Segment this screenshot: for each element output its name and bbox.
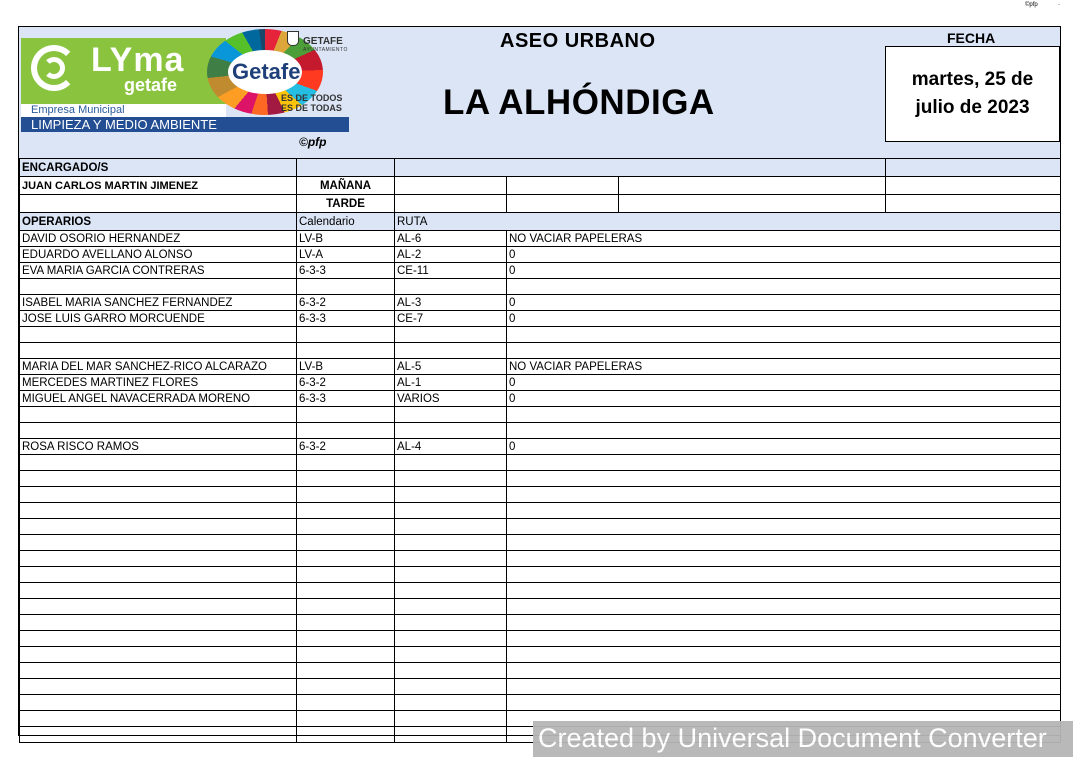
limpieza-label: LIMPIEZA Y MEDIO AMBIENTE: [31, 117, 217, 132]
operario-observaciones: [507, 407, 1061, 423]
operario-ruta: [395, 327, 507, 343]
ayuntamiento-name: GETAFE: [303, 36, 343, 47]
operario-observaciones: NO VACIAR PAPELERAS: [507, 359, 1061, 375]
cell: [507, 177, 619, 195]
operario-name: [20, 455, 297, 471]
operario-row: [20, 535, 1061, 551]
operario-name: [20, 711, 297, 727]
operario-observaciones: [507, 535, 1061, 551]
operario-calendario: [297, 407, 395, 423]
encargado-heading: ENCARGADO/S: [20, 159, 297, 177]
operario-observaciones: [507, 551, 1061, 567]
operario-calendario: [297, 599, 395, 615]
operario-observaciones: [507, 631, 1061, 647]
service-title: ASEO URBANO: [500, 30, 656, 52]
operario-observaciones: 0: [507, 391, 1061, 407]
operario-calendario: [297, 647, 395, 663]
encargado-row-tarde: [20, 195, 1061, 213]
fecha-value: martes, 25 de julio de 2023: [885, 46, 1060, 142]
operario-row: [20, 327, 1061, 343]
operarios-heading: OPERARIOS: [20, 213, 297, 231]
operario-ruta: [395, 631, 507, 647]
operario-row: [20, 567, 1061, 583]
operario-observaciones: [507, 503, 1061, 519]
operario-ruta: [395, 343, 507, 359]
ayuntamiento-sub: AYUNTAMIENTO: [303, 47, 348, 53]
cell: [297, 159, 395, 177]
sdg-logo-text: Getafe: [232, 59, 301, 84]
operario-name: [20, 695, 297, 711]
operario-row: [20, 263, 1061, 279]
operario-row: [20, 391, 1061, 407]
fecha-label: FECHA: [947, 30, 996, 46]
operario-calendario: [297, 551, 395, 567]
operario-observaciones: [507, 599, 1061, 615]
operario-name: [20, 663, 297, 679]
cell: [886, 177, 1061, 195]
operario-row: [20, 599, 1061, 615]
operario-observaciones: NO VACIAR PAPELERAS: [507, 231, 1061, 247]
operario-calendario: LV-B: [297, 231, 395, 247]
operario-row: [20, 423, 1061, 439]
operario-ruta: [395, 471, 507, 487]
operario-calendario: [297, 471, 395, 487]
operario-row: [20, 663, 1061, 679]
operario-calendario: 6-3-3: [297, 263, 395, 279]
operario-ruta: [395, 695, 507, 711]
operarios-header-row: [20, 213, 1061, 231]
operario-observaciones: [507, 695, 1061, 711]
operario-row: [20, 647, 1061, 663]
shift-tarde: TARDE: [297, 195, 395, 213]
operario-name: ISABEL MARIA SANCHEZ FERNANDEZ: [20, 295, 297, 311]
operario-ruta: [395, 711, 507, 727]
operario-observaciones: [507, 519, 1061, 535]
operario-observaciones: [507, 423, 1061, 439]
operario-row: [20, 679, 1061, 695]
operario-observaciones: [507, 279, 1061, 295]
operario-name: [20, 599, 297, 615]
logo-brand-sub: getafe: [124, 75, 178, 95]
operario-observaciones: [507, 327, 1061, 343]
encargado-header-row: [20, 159, 1061, 177]
operario-row: [20, 471, 1061, 487]
operario-ruta: [395, 727, 507, 743]
operario-row: [20, 295, 1061, 311]
operario-ruta: [395, 279, 507, 295]
operario-calendario: 6-3-3: [297, 311, 395, 327]
operario-calendario: LV-A: [297, 247, 395, 263]
operario-name: [20, 567, 297, 583]
slogan-line-1: ES DE TODOS: [281, 93, 343, 103]
operario-calendario: [297, 343, 395, 359]
operario-calendario: [297, 503, 395, 519]
operario-name: [20, 343, 297, 359]
operario-observaciones: [507, 471, 1061, 487]
operario-observaciones: [507, 647, 1061, 663]
operario-calendario: 6-3-3: [297, 391, 395, 407]
operario-observaciones: 0: [507, 311, 1061, 327]
operario-ruta: [395, 503, 507, 519]
operario-calendario: [297, 631, 395, 647]
operario-name: [20, 487, 297, 503]
cell: [20, 195, 297, 213]
operario-name: JOSE LUIS GARRO MORCUENDE: [20, 311, 297, 327]
operario-name: EDUARDO AVELLANO ALONSO: [20, 247, 297, 263]
cell: [507, 195, 619, 213]
operario-name: [20, 551, 297, 567]
operario-name: [20, 647, 297, 663]
operario-calendario: [297, 423, 395, 439]
operario-row: [20, 583, 1061, 599]
shift-manana: MAÑANA: [297, 177, 395, 195]
operario-calendario: LV-B: [297, 359, 395, 375]
operario-ruta: [395, 551, 507, 567]
operario-observaciones: [507, 615, 1061, 631]
operario-calendario: [297, 519, 395, 535]
operario-ruta: [395, 647, 507, 663]
cell: [395, 177, 507, 195]
operario-ruta: [395, 679, 507, 695]
operario-calendario: [297, 567, 395, 583]
operario-ruta: [395, 599, 507, 615]
operario-row: [20, 519, 1061, 535]
operario-name: [20, 503, 297, 519]
operario-observaciones: 0: [507, 439, 1061, 455]
operario-calendario: [297, 583, 395, 599]
operario-row: [20, 615, 1061, 631]
operario-name: [20, 615, 297, 631]
operario-ruta: AL-6: [395, 231, 507, 247]
operario-ruta: [395, 567, 507, 583]
operario-ruta: [395, 519, 507, 535]
operario-row: [20, 407, 1061, 423]
operario-ruta: AL-3: [395, 295, 507, 311]
operario-name: [20, 727, 297, 743]
operario-row: [20, 631, 1061, 647]
operario-row: [20, 375, 1061, 391]
operario-calendario: [297, 279, 395, 295]
cell: [619, 177, 886, 195]
operario-name: [20, 407, 297, 423]
operario-row: [20, 439, 1061, 455]
cell: [886, 159, 1061, 177]
operario-ruta: [395, 407, 507, 423]
operario-calendario: 6-3-2: [297, 375, 395, 391]
operario-calendario: [297, 695, 395, 711]
encargado-name: JUAN CARLOS MARTIN JIMENEZ: [20, 177, 297, 195]
operario-calendario: 6-3-2: [297, 439, 395, 455]
operario-row: [20, 551, 1061, 567]
operario-observaciones: [507, 487, 1061, 503]
encargado-row-manana: [20, 177, 1061, 195]
operario-name: MARIA DEL MAR SANCHEZ-RICO ALCARAZO: [20, 359, 297, 375]
cell: [395, 159, 886, 177]
shield-icon: [287, 31, 299, 46]
top-credit: ©pfp: [1025, 2, 1038, 8]
operario-name: [20, 679, 297, 695]
operario-ruta: [395, 583, 507, 599]
operario-row: [20, 279, 1061, 295]
roster-table: [19, 158, 1061, 743]
cell: [395, 195, 507, 213]
operario-name: ROSA RISCO RAMOS: [20, 439, 297, 455]
operario-calendario: [297, 615, 395, 631]
logo-copyright: ©pfp: [299, 135, 327, 149]
operario-row: [20, 503, 1061, 519]
operario-ruta: [395, 455, 507, 471]
operario-name: [20, 327, 297, 343]
operario-ruta: AL-2: [395, 247, 507, 263]
operario-observaciones: [507, 679, 1061, 695]
operario-name: [20, 631, 297, 647]
empresa-label: Empresa Municipal: [31, 104, 125, 116]
operario-ruta: [395, 615, 507, 631]
operario-ruta: CE-7: [395, 311, 507, 327]
operario-name: [20, 471, 297, 487]
operario-row: [20, 247, 1061, 263]
operario-row: [20, 455, 1061, 471]
operario-calendario: [297, 487, 395, 503]
operario-observaciones: 0: [507, 263, 1061, 279]
operario-name: [20, 519, 297, 535]
operario-observaciones: 0: [507, 375, 1061, 391]
operario-calendario: [297, 727, 395, 743]
slogan-line-2: ES DE TODAS: [281, 103, 342, 113]
operario-row: [20, 311, 1061, 327]
operario-calendario: [297, 679, 395, 695]
zone-title: LA ALHÓNDIGA: [443, 83, 715, 122]
operario-name: EVA MARIA GARCIA CONTRERAS: [20, 263, 297, 279]
operario-row: [20, 695, 1061, 711]
document-sheet: [18, 26, 1061, 753]
operario-calendario: [297, 663, 395, 679]
operario-name: MIGUEL ANGEL NAVACERRADA MORENO: [20, 391, 297, 407]
operario-row: [20, 487, 1061, 503]
operario-ruta: [395, 487, 507, 503]
operario-ruta: AL-4: [395, 439, 507, 455]
operario-ruta: [395, 535, 507, 551]
cell: [886, 195, 1061, 213]
col-ruta: RUTA: [395, 213, 1061, 231]
operario-calendario: [297, 535, 395, 551]
operario-ruta: [395, 663, 507, 679]
operario-calendario: [297, 711, 395, 727]
cell: [619, 195, 886, 213]
watermark-text: Created by Universal Document Converter: [538, 723, 1047, 753]
operario-ruta: AL-1: [395, 375, 507, 391]
operario-row: [20, 359, 1061, 375]
watermark: [533, 721, 1073, 757]
operario-calendario: 6-3-2: [297, 295, 395, 311]
operario-calendario: [297, 455, 395, 471]
operario-observaciones: 0: [507, 247, 1061, 263]
top-mark: -: [1058, 2, 1060, 8]
operario-name: [20, 423, 297, 439]
operario-name: MERCEDES MARTINEZ FLORES: [20, 375, 297, 391]
header-band: [19, 27, 1060, 159]
operario-name: [20, 583, 297, 599]
operario-observaciones: [507, 567, 1061, 583]
operario-observaciones: 0: [507, 295, 1061, 311]
operario-calendario: [297, 327, 395, 343]
operario-name: [20, 535, 297, 551]
col-calendario: Calendario: [297, 213, 395, 231]
swirl-inner-icon: [43, 57, 65, 79]
operario-observaciones: [507, 343, 1061, 359]
operario-name: [20, 279, 297, 295]
operario-ruta: CE-11: [395, 263, 507, 279]
operario-row: [20, 231, 1061, 247]
operario-ruta: AL-5: [395, 359, 507, 375]
slogan: [281, 93, 342, 113]
operario-observaciones: [507, 663, 1061, 679]
operario-row: [20, 343, 1061, 359]
operario-observaciones: [507, 455, 1061, 471]
operario-ruta: VARIOS: [395, 391, 507, 407]
operario-observaciones: [507, 583, 1061, 599]
operario-name: DAVID OSORIO HERNANDEZ: [20, 231, 297, 247]
logo-brand: LYma: [91, 41, 185, 79]
operario-ruta: [395, 423, 507, 439]
